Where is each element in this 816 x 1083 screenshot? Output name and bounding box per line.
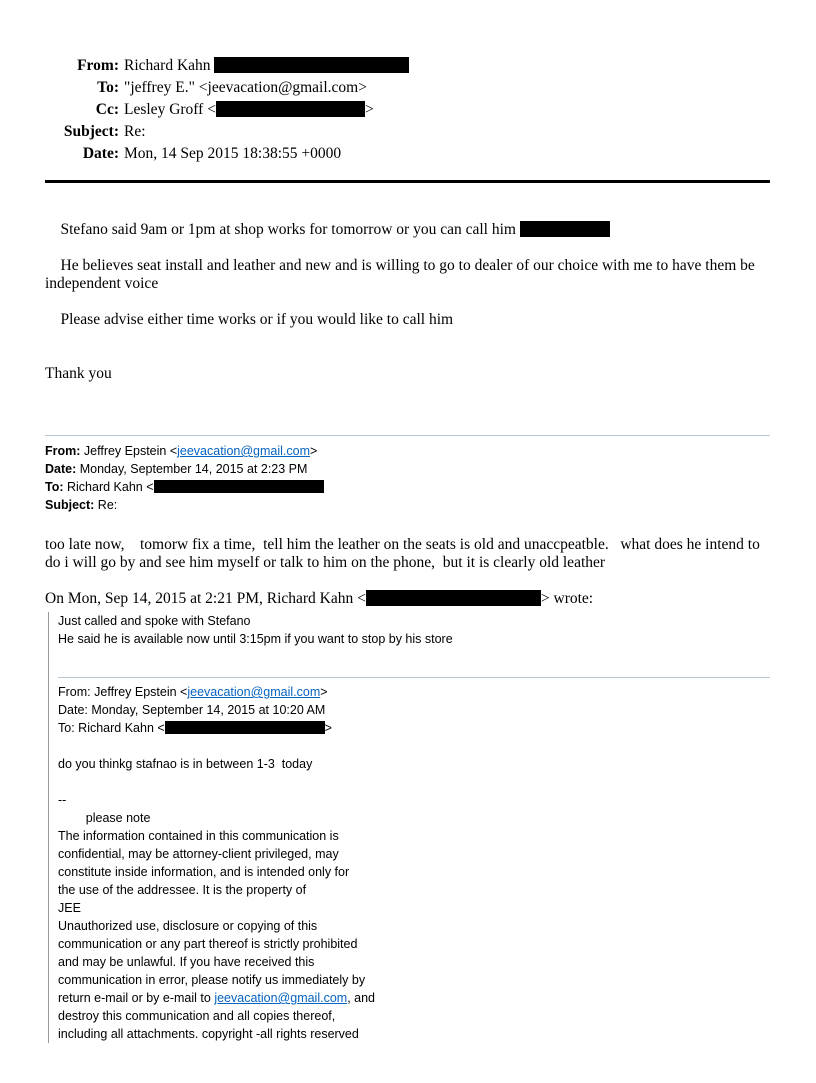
nested-date-label: Date: (58, 703, 88, 717)
attribution-before: On Mon, Sep 14, 2015 at 2:21 PM, Richard Kahn < (45, 590, 366, 607)
quoted-date-label: Date: (45, 462, 77, 476)
header-divider (45, 180, 770, 183)
cc-label: Cc: (95, 101, 119, 118)
signature-email-before: return e-mail or by e-mail to (58, 991, 215, 1005)
signature-line: the use of the addressee. It is the property of (58, 883, 307, 897)
body-line-3: Please advise either time works or if you would like to call him (60, 311, 454, 328)
nested-from-label: From: (58, 685, 91, 699)
redaction-bar (165, 721, 325, 734)
signature-line: including all attachments. copyright -all rights reserved (58, 1027, 359, 1041)
date-label: Date: (82, 145, 119, 162)
redaction-bar (214, 57, 409, 73)
nested-quoted-divider (58, 677, 770, 678)
signature-line: communication or any part thereof is strictly prohibited (58, 937, 358, 951)
quoted-from-label: From: (45, 444, 81, 458)
signature-email-line (58, 989, 770, 1007)
quoted-date-row (45, 460, 770, 478)
to-label: To: (97, 79, 119, 96)
nested-to-name: Richard Kahn < (74, 721, 165, 735)
signature-line: and may be unlawful. If you have received this (58, 955, 315, 969)
quoted-to-row (45, 478, 770, 496)
subject-value: Re: (124, 123, 146, 140)
attribution-after: > wrote: (540, 590, 594, 607)
redaction-bar (154, 480, 324, 493)
subject-label: Subject: (63, 123, 119, 140)
quoted-subject-row (45, 496, 770, 514)
nested-from-row (58, 683, 770, 701)
email-link[interactable]: jeevacation@gmail.com (187, 685, 321, 699)
date-value: Mon, 14 Sep 2015 18:38:55 +0000 (124, 145, 342, 162)
message-body (45, 203, 770, 347)
from-name: Richard Kahn (124, 57, 215, 74)
blockquote-line-1: Just called and spoke with Stefano (58, 614, 251, 628)
quoted-from-close: > (310, 444, 318, 458)
quoted-date-value: Monday, September 14, 2015 at 2:23 PM (76, 462, 308, 476)
quoted-blockquote (48, 612, 770, 1043)
email-link[interactable]: jeevacation@gmail.com (177, 444, 311, 458)
body-line-1: Stefano said 9am or 1pm at shop works for tomorrow or you can call him (60, 221, 520, 238)
from-label: From: (77, 57, 119, 74)
signature-line: destroy this communication and all copies thereof, (58, 1009, 336, 1023)
signature-dashes: -- (58, 793, 67, 807)
signature-email-after: , and (347, 991, 376, 1005)
email-link[interactable]: jeevacation@gmail.com (214, 991, 348, 1005)
body-thanks: Thank you (45, 365, 112, 382)
signature-line: JEE (58, 901, 81, 915)
quoted-to-label: To: (45, 480, 64, 494)
signature-line: constitute inside information, and is intended only for (58, 865, 350, 879)
quoted-email-header (45, 442, 770, 514)
signature-line: Unauthorized use, disclosure or copying of this (58, 919, 318, 933)
cc-close-bracket: > (364, 101, 374, 118)
nested-message: do you thinkg stafnao is in between 1-3 today (58, 757, 313, 771)
from-value (124, 55, 770, 77)
quoted-subject-value: Re: (94, 498, 118, 512)
nested-date-value: Monday, September 14, 2015 at 10:20 AM (87, 703, 326, 717)
quoted-from-name: Jeffrey Epstein < (80, 444, 178, 458)
email-header (45, 55, 770, 165)
signature-note: please note (58, 811, 151, 825)
redaction-bar (366, 590, 541, 606)
nested-date-row (58, 701, 770, 719)
nested-from-close: > (320, 685, 328, 699)
nested-to-row (58, 719, 770, 737)
to-value: "jeffrey E." <jeevacation@gmail.com> (124, 79, 367, 96)
signature-line: confidential, may be attorney-client privileged, may (58, 847, 339, 861)
nested-to-label: To: (58, 721, 75, 735)
nested-quoted-header (58, 683, 770, 737)
quoted-subject-label: Subject: (45, 498, 95, 512)
signature-line: The information contained in this communication is (58, 829, 339, 843)
blockquote-line-2: He said he is available now until 3:15pm if you want to stop by his store (58, 632, 453, 646)
cc-value (124, 99, 770, 121)
redaction-bar (216, 101, 365, 117)
redaction-bar (520, 221, 610, 237)
nested-to-close: > (324, 721, 332, 735)
cc-name: Lesley Groff < (124, 101, 216, 118)
quoted-to-name: Richard Kahn < (63, 480, 154, 494)
quoted-from-row (45, 442, 770, 460)
attribution-line (45, 590, 770, 608)
nested-from-name: Jeffrey Epstein < (90, 685, 188, 699)
quoted-email-divider (45, 435, 770, 436)
signature-line: communication in error, please notify us immediately by (58, 973, 366, 987)
quoted-email-body: too late now, tomorw fix a time, tell him the leather on the seats is old and unaccpeatble. what does he intend to do i will go by and see him myself or talk to him on the phone, but it is clearly old leather (45, 536, 764, 571)
body-line-2: He believes seat install and leather and new and is willing to go to dealer of our choice with me to have them be independent voice (45, 257, 759, 292)
